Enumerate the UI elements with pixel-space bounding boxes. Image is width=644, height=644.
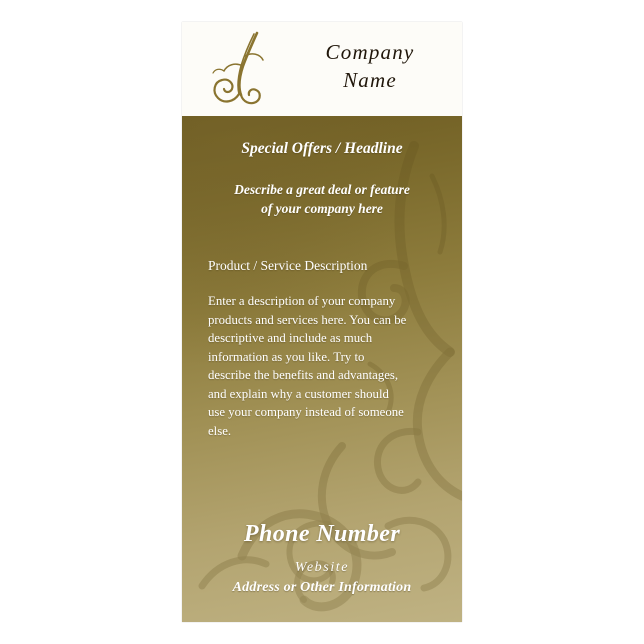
card-body-content	[182, 140, 462, 440]
phone-number: Phone Number	[243, 521, 401, 547]
subheadline-line-1: Describe a great deal or feature	[234, 182, 410, 197]
company-name	[286, 38, 454, 94]
headline: Special Offers / Headline	[241, 140, 403, 157]
ornamental-swirl-icon	[200, 28, 288, 116]
website: Website	[294, 560, 350, 575]
company-name-line-1: Company	[325, 40, 415, 64]
address-or-other-information: Address or Other Information	[232, 580, 412, 595]
rack-card	[182, 22, 462, 622]
section-title: Product / Service Description	[208, 258, 368, 273]
card-header	[182, 22, 462, 116]
subheadline-line-2: of your company here	[261, 201, 383, 216]
card-body	[182, 116, 462, 622]
card-footer	[182, 521, 462, 596]
subheadline	[202, 180, 442, 218]
company-name-line-2: Name	[343, 68, 397, 92]
body-copy: Enter a description of your company products and services here. You can be descriptive and include as much information as you like. Try to describe the benefits and advantages, and explain why a customer should use your company instead of someone else.	[208, 294, 407, 438]
